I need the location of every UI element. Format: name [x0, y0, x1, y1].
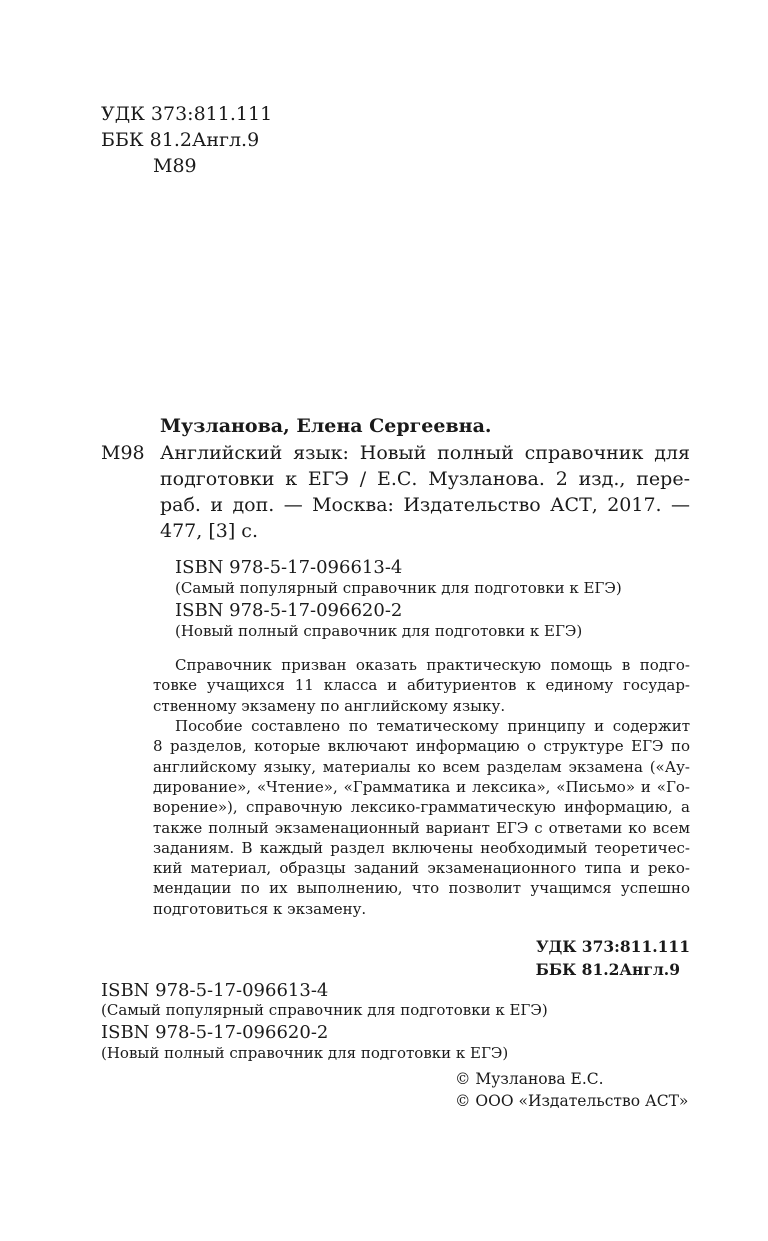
- annotation-line: дирование», «Чтение», «Грамматика и лексика», «Письмо» и «Го-: [153, 778, 690, 796]
- footer-isbn-number: ISBN 978-5-17-096613-4: [101, 980, 329, 1001]
- author-mark: М89: [153, 155, 197, 177]
- annotation-line: товке учащихся 11 класса и абитуриентов к единому государ-: [153, 676, 690, 694]
- annotation-line: мендации по их выполнению, что позволит учащимся успешно: [153, 879, 690, 897]
- footer-isbn-number: ISBN 978-5-17-096620-2: [101, 1022, 329, 1043]
- author-heading: Музланова, Елена Сергеевна.: [160, 415, 492, 437]
- annotation-line: Справочник призван оказать практическую помощь в подго-: [175, 656, 690, 674]
- isbn-number: ISBN 978-5-17-096613-4: [175, 557, 403, 578]
- bbk-code: ББК 81.2Англ.9: [101, 129, 260, 151]
- annotation-line: также полный экзаменационный вариант ЕГЭ с ответами ко всем: [153, 819, 690, 837]
- footer-isbn-note: (Новый полный справочник для подготовки к ЕГЭ): [101, 1044, 509, 1062]
- footer-isbn-note: (Самый популярный справочник для подготовки к ЕГЭ): [101, 1001, 548, 1019]
- annotation-line: заданиям. В каждый раздел включены необходимый теоретичес-: [153, 839, 690, 857]
- annotation-line: кий материал, образцы заданий экзаменационного типа и реко-: [153, 859, 690, 877]
- bib-line: Английский язык: Новый полный справочник для: [160, 442, 690, 464]
- annotation-line: 8 разделов, которые включают информацию о структуре ЕГЭ по: [153, 737, 690, 755]
- bib-line: раб. и доп. — Москва: Издательство АСТ, 2017. —: [160, 494, 690, 516]
- bbk-code-annotation: ББК 81.2Англ.9: [535, 960, 680, 979]
- shelf-mark: М98: [101, 442, 145, 464]
- isbn-note: (Новый полный справочник для подготовки к ЕГЭ): [175, 622, 583, 640]
- annotation-line: ворение»), справочную лексико-грамматическую информацию, а: [153, 798, 690, 816]
- udk-code-annotation: УДК 373:811.111: [535, 937, 690, 956]
- udk-code: УДК 373:811.111: [101, 103, 273, 125]
- annotation-line: Пособие составлено по тематическому принципу и содержит: [175, 717, 690, 735]
- annotation-line: ственному экзамену по английскому языку.: [153, 697, 506, 715]
- isbn-note: (Самый популярный справочник для подготовки к ЕГЭ): [175, 579, 622, 597]
- copyright-publisher: © ООО «Издательство АСТ»: [455, 1092, 689, 1110]
- bib-line: подготовки к ЕГЭ / Е.С. Музланова. 2 изд., пере-: [160, 468, 690, 490]
- annotation-line: подготовиться к экзамену.: [153, 900, 367, 918]
- copyright-author: © Музланова Е.С.: [455, 1070, 604, 1088]
- bib-line: 477, [3] с.: [160, 520, 258, 542]
- isbn-number: ISBN 978-5-17-096620-2: [175, 600, 403, 621]
- annotation-line: английскому языку, материалы ко всем разделам экзамена («Ау-: [153, 758, 690, 776]
